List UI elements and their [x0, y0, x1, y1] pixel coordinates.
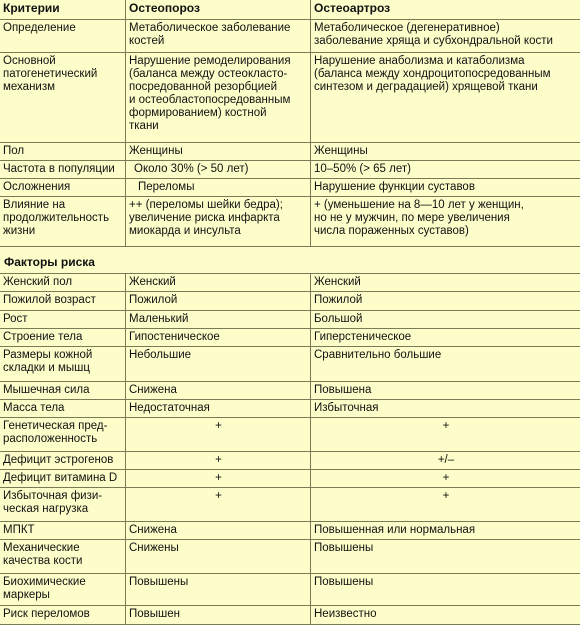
table-row: [0, 20, 580, 53]
row-osteoarthrosis: Большой: [310, 311, 580, 328]
row-osteoporosis: Небольшие: [125, 347, 310, 381]
row-osteoporosis: ++ (переломы шейки бедра); увеличение риска инфаркта миокарда и инсульта: [125, 197, 310, 246]
row-osteoporosis: Снижена: [125, 522, 310, 539]
row-osteoarthrosis: Нарушение функции суставов: [310, 179, 580, 196]
row-osteoporosis: +: [125, 488, 310, 521]
row-criterion: Дефицит эстрогенов: [3, 454, 114, 466]
row-criterion: Риск переломов: [3, 608, 90, 620]
row-osteoarthrosis: Гиперстеническое: [310, 329, 580, 346]
table-row: [0, 382, 580, 400]
row-criterion: Генетическая пред- расположенность: [3, 420, 108, 445]
table-row: [0, 143, 580, 161]
row-criterion: Биохимические маркеры: [3, 576, 86, 601]
row-osteoarthrosis: Нарушение анаболизма и катаболизма (баланса между хондроцитопосредованным синтезом и деградацией) хрящевой ткани: [310, 53, 580, 142]
table-row: [0, 347, 580, 382]
table-row: [0, 161, 580, 179]
row-osteoarthrosis: Женщины: [310, 143, 580, 160]
row-criterion: Осложнения: [3, 181, 71, 193]
row-osteoporosis: +: [125, 452, 310, 469]
row-osteoporosis: Повышен: [125, 606, 310, 624]
row-criterion: Строение тела: [3, 331, 83, 343]
row-osteoarthrosis: Повышены: [310, 574, 580, 605]
table-row: [0, 197, 580, 247]
table-row: [0, 400, 580, 418]
row-osteoarthrosis: Повышены: [310, 540, 580, 573]
header-osteoporosis: Остеопороз: [125, 0, 310, 19]
table-row: [0, 329, 580, 347]
row-osteoarthrosis: Неизвестно: [310, 606, 580, 624]
row-osteoporosis: +: [125, 418, 310, 451]
row-criterion: Механические качества кости: [3, 542, 83, 567]
row-osteoporosis: Недостаточная: [125, 400, 310, 417]
table-row: [0, 53, 580, 143]
row-criterion: Частота в популяции: [3, 163, 115, 175]
table-header-row: [0, 0, 580, 20]
row-criterion: Дефицит витамина D: [3, 472, 118, 484]
table-row: [0, 540, 580, 574]
row-osteoarthrosis: Женский: [310, 274, 580, 291]
row-osteoarthrosis: Избыточная: [310, 400, 580, 417]
row-osteoporosis: Снижена: [125, 382, 310, 399]
row-osteoarthrosis: +: [310, 488, 580, 521]
table-row: [0, 470, 580, 488]
row-criterion: Влияние на продолжительность жизни: [3, 199, 110, 237]
row-criterion: Избыточная физи- ческая нагрузка: [3, 490, 103, 515]
row-criterion: МПКТ: [3, 524, 35, 536]
table-row: [0, 179, 580, 197]
row-criterion: Мышечная сила: [3, 384, 90, 396]
row-osteoarthrosis: Метаболическое (дегенеративное) заболевание хряща и субхондральной кости: [310, 20, 580, 52]
row-osteoarthrosis: + (уменьшение на 8—10 лет у женщин, но не у мужчин, по мере увеличения числа пораженных суставов): [310, 197, 580, 246]
row-osteoporosis: Нарушение ремоделирования (баланса между остеокласто- посредованной резорбцией и остеобластопосредованным формированием) костной ткани: [125, 53, 310, 142]
row-osteoporosis: Метаболическое заболевание костей: [125, 20, 310, 52]
table-row: [0, 574, 580, 606]
row-osteoarthrosis: +: [310, 470, 580, 487]
row-osteoporosis: Гипостеническое: [125, 329, 310, 346]
table-row: [0, 311, 580, 329]
row-osteoporosis: Маленький: [125, 311, 310, 328]
table-row: [0, 488, 580, 522]
row-osteoporosis: Около 30% (> 50 лет): [125, 161, 310, 178]
table-row: [0, 606, 580, 625]
header-osteoarthrosis: Остеоартроз: [310, 0, 580, 19]
header-criteria: Критерии: [3, 1, 60, 15]
row-criterion: Пожилой возраст: [3, 294, 96, 306]
section-divider: [0, 255, 580, 274]
row-criterion: Пол: [3, 145, 25, 157]
row-osteoporosis: Пожилой: [125, 292, 310, 310]
table-row: [0, 418, 580, 452]
table-row: [0, 452, 580, 470]
row-osteoporosis: Снижены: [125, 540, 310, 573]
row-osteoarthrosis: Пожилой: [310, 292, 580, 310]
row-osteoarthrosis: +/–: [310, 452, 580, 469]
row-osteoporosis: +: [125, 470, 310, 487]
row-criterion: Масса тела: [3, 402, 65, 414]
row-osteoarthrosis: Повышенная или нормальная: [310, 522, 580, 539]
table-row: [0, 292, 580, 311]
row-osteoporosis: Женский: [125, 274, 310, 291]
section-title-risk-factors: Факторы риска: [4, 255, 95, 269]
row-osteoporosis: Женщины: [125, 143, 310, 160]
row-criterion: Определение: [3, 22, 76, 34]
row-criterion: Основной патогенетический механизм: [3, 55, 98, 93]
table-row: [0, 274, 580, 292]
row-criterion: Размеры кожной складки и мышц: [3, 349, 93, 374]
row-osteoarthrosis: Повышена: [310, 382, 580, 399]
row-osteoporosis: Переломы: [125, 179, 310, 196]
row-osteoporosis: Повышены: [125, 574, 310, 605]
row-osteoarthrosis: +: [310, 418, 580, 451]
row-osteoarthrosis: 10–50% (> 65 лет): [310, 161, 580, 178]
row-criterion: Рост: [3, 313, 28, 325]
row-criterion: Женский пол: [3, 276, 73, 288]
row-osteoarthrosis: Сравнительно большие: [310, 347, 580, 381]
table-row: [0, 522, 580, 540]
